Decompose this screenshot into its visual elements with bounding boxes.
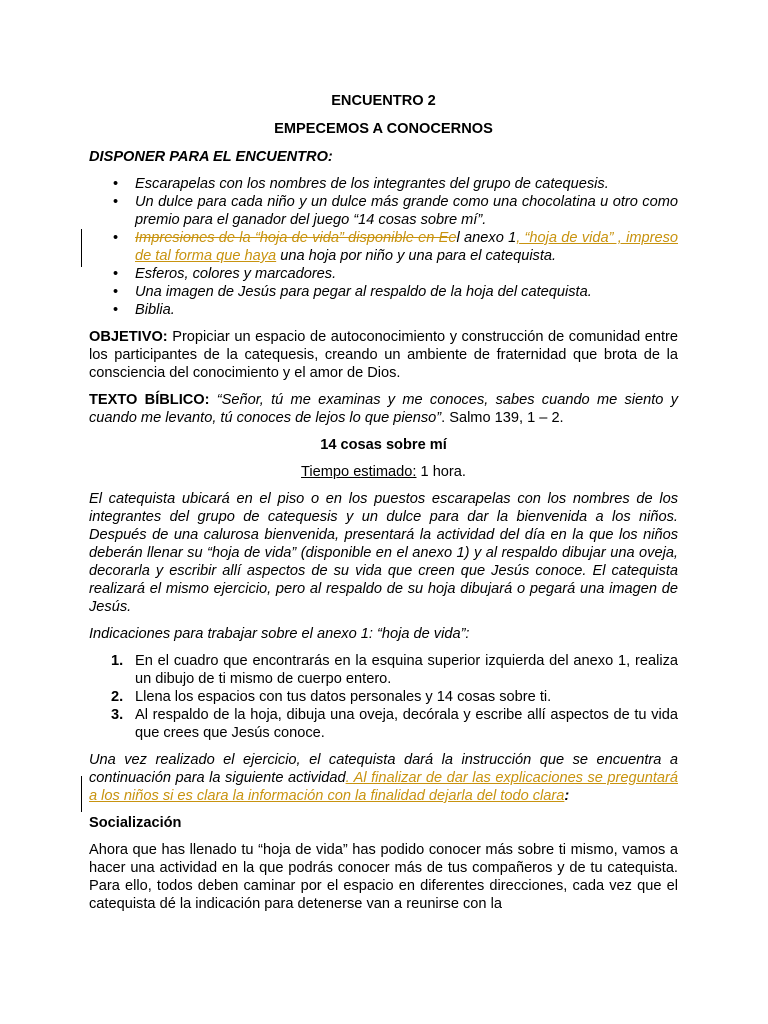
bullet-icon: • bbox=[113, 266, 119, 282]
bullet-icon: • bbox=[113, 230, 119, 246]
time-label: Tiempo estimado: bbox=[301, 464, 417, 480]
list-item: • Impresiones de la “hoja de vida” disponible en Eel anexo 1, “hoja de vida” , impreso de tal forma que haya una hoja por niño y una para el catequista. bbox=[113, 230, 678, 264]
bullet-icon: • bbox=[113, 302, 119, 318]
deleted-text: Impresiones de la “hoja de vida” disponible en E bbox=[135, 230, 449, 246]
list-item: 1. En el cuadro que encontrarás en la esquina superior izquierda del anexo 1, realiza un dibujo de ti mismo de cuerpo entero. bbox=[111, 653, 678, 687]
objective-label: OBJETIVO: bbox=[89, 329, 168, 345]
objective-paragraph: OBJETIVO: Propiciar un espacio de autoconocimiento y construcción de comunidad entre los participantes de la catequesis, creando un ambiente de fraternidad que brota de la consciencia del conocimiento y el amor de Dios. bbox=[89, 329, 678, 381]
bible-paragraph bbox=[89, 391, 678, 427]
time-line bbox=[89, 463, 678, 481]
bible-label: TEXTO BÍBLICO: bbox=[89, 392, 210, 408]
bullet-icon: • bbox=[113, 194, 119, 210]
activity-title: 14 cosas sobre mí bbox=[320, 437, 447, 453]
bullet-icon: • bbox=[113, 284, 119, 300]
social-heading: Socialización bbox=[89, 815, 182, 831]
list-item: 3. Al respaldo de la hoja, dibuja una oveja, decórala y escribe allí aspectos de tu vida que crees que Jesús conoce. bbox=[111, 707, 678, 741]
bible-quote: “Señor, tú me examinas y me conoces, sabes cuando me siento y cuando me levanto, tú conoces de lejos lo que pienso” bbox=[89, 392, 678, 426]
list-item: • Escarapelas con los nombres de los integrantes del grupo de catequesis. bbox=[113, 176, 609, 192]
list-item: • Una imagen de Jesús para pegar al respaldo de la hoja del catequista. bbox=[113, 284, 592, 300]
list-item: • Un dulce para cada niño y un dulce más grande como una chocolatina u otro como premio para el ganador del juego “14 cosas sobre mí”. bbox=[113, 194, 678, 228]
intro-paragraph: El catequista ubicará en el piso o en los puestos escarapelas con los nombres de los integrantes del grupo de catequesis y un dulce para dar la bienvenida a los niños. Después de una calurosa bienvenida, presentará la actividad del día en la que los niños deberán llenar su “hoja de vida” (disponible en el anexo 1) y al respaldo dibujar una oveja, decorarla y escribir allí aspectos de su vida que creen que Jesús conoce. El catequista realizará el mismo ejercicio, pero al respaldo de su hoja dibujará o pegará una imagen de Jesús. bbox=[89, 491, 678, 615]
bible-reference: . Salmo 139, 1 – 2. bbox=[441, 410, 564, 426]
document-subtitle: EMPECEMOS A CONOCERNOS bbox=[274, 121, 493, 137]
time-value: 1 hora. bbox=[416, 464, 466, 480]
materials-list bbox=[89, 175, 678, 319]
steps-list bbox=[89, 652, 678, 742]
change-bar bbox=[81, 776, 82, 812]
list-item: • Esferos, colores y marcadores. bbox=[113, 266, 337, 282]
closing-paragraph: Una vez realizado el ejercicio, el catequista dará la instrucción que se encuentra a continuación para la siguiente actividad. Al finalizar de dar las explicaciones se preguntará a los niños si es clara la información con la finalidad dejarla del todo clara: bbox=[89, 752, 678, 804]
change-bar bbox=[81, 229, 82, 267]
prepare-heading: DISPONER PARA EL ENCUENTRO: bbox=[89, 149, 333, 165]
instructions-heading: Indicaciones para trabajar sobre el anexo 1: “hoja de vida”: bbox=[89, 626, 470, 642]
document-title: ENCUENTRO 2 bbox=[331, 93, 436, 109]
document-page bbox=[89, 86, 678, 913]
list-item: • Biblia. bbox=[113, 302, 175, 318]
inserted-text: , “hoja de vida” , impreso de tal forma que haya bbox=[135, 230, 678, 264]
bullet-icon: • bbox=[113, 176, 119, 192]
list-item: 2. Llena los espacios con tus datos personales y 14 cosas sobre ti. bbox=[111, 689, 552, 705]
inserted-text: . Al finalizar de dar las explicaciones se preguntará a los niños si es clara la información con la finalidad dejarla del todo clara bbox=[89, 770, 678, 804]
deleted-char: e bbox=[448, 230, 457, 246]
social-paragraph: Ahora que has llenado tu “hoja de vida” has podido conocer más sobre ti mismo, vamos a hacer una actividad en la que podrás conocer más de tus compañeros y de tu catequista. Para ello, todos deben caminar por el espacio en diferentes direcciones, cada vez que el catequista dé la indicación para detenerse van a reunirse con la bbox=[89, 842, 678, 912]
